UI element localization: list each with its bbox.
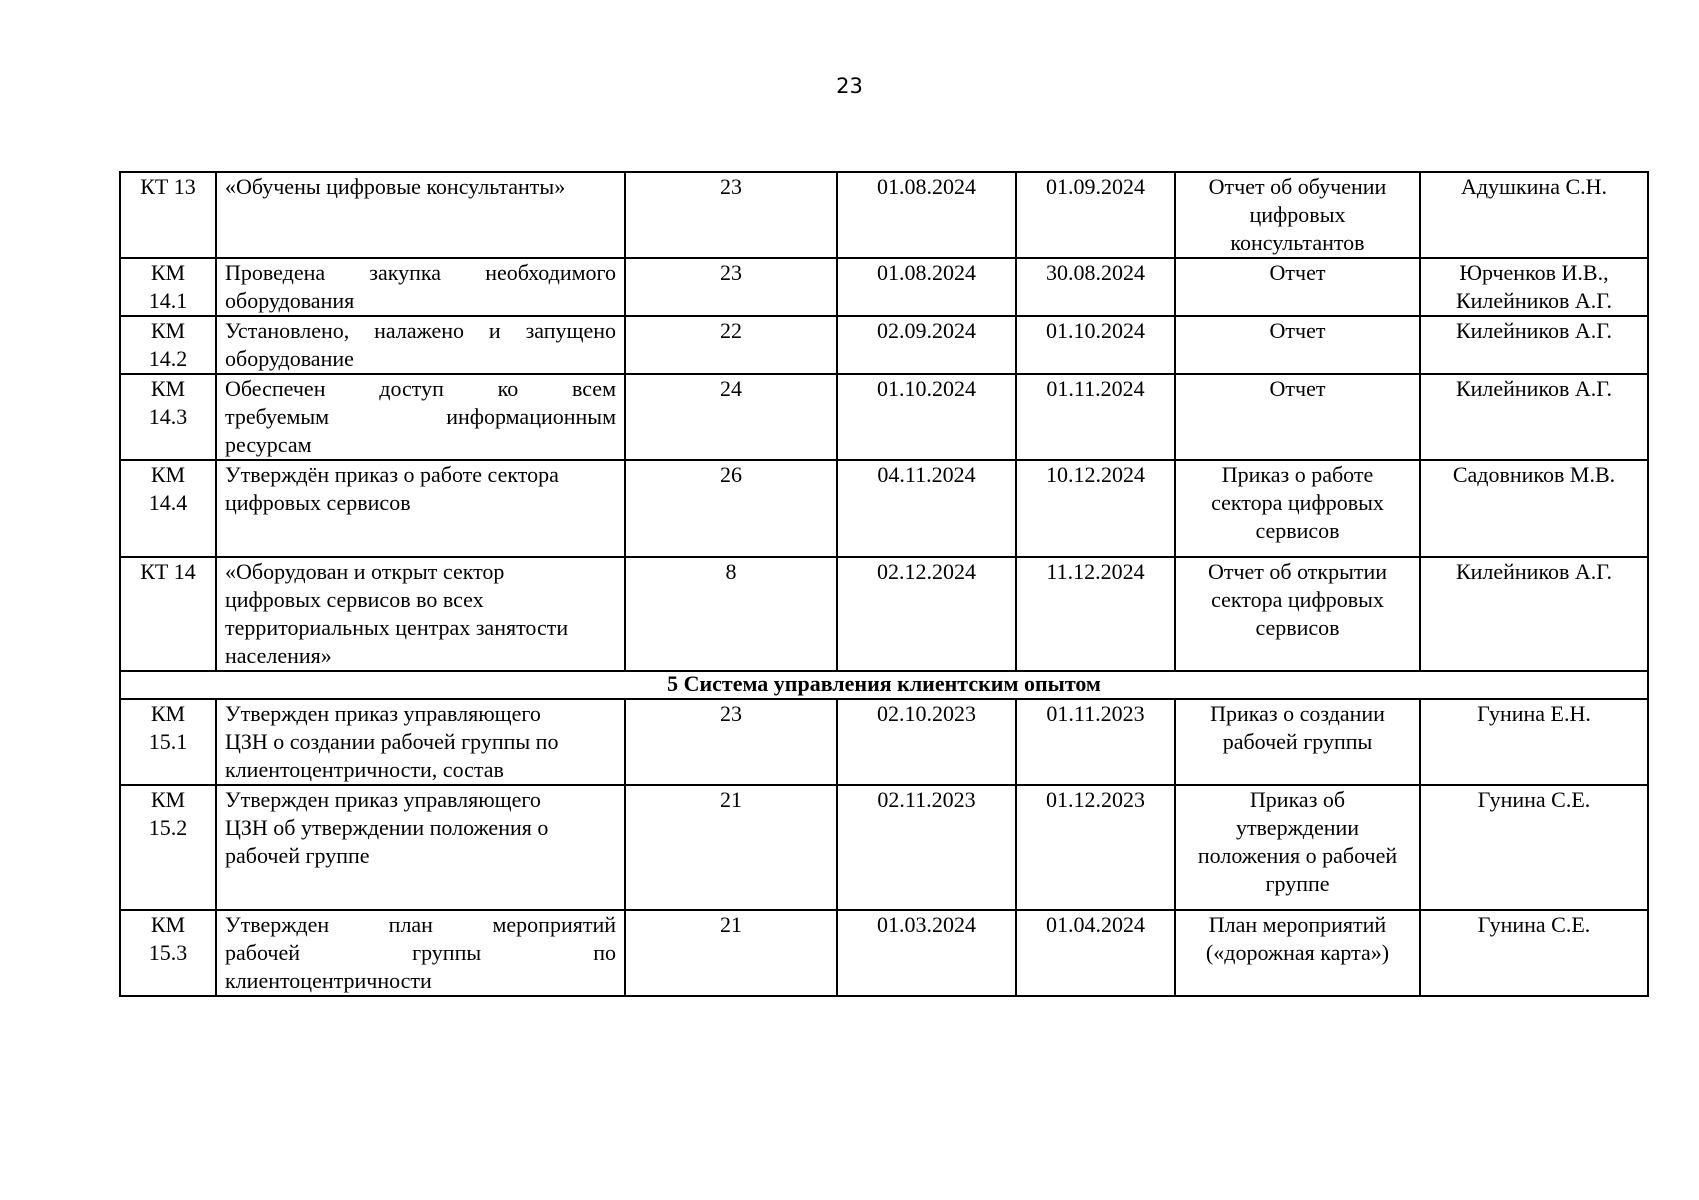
row-number: 26 — [625, 460, 837, 557]
row-name: Установлено, налажено и запущено оборудование — [216, 316, 625, 374]
row-start-date: 02.11.2023 — [837, 785, 1016, 910]
row-number: 21 — [625, 910, 837, 996]
row-responsible: Гунина С.Е. — [1420, 785, 1648, 910]
row-name: Утвержден приказ управляющего ЦЗН об утверждении положения о рабочей группе — [216, 785, 625, 910]
row-start-date: 02.12.2024 — [837, 557, 1016, 671]
section-row — [120, 671, 1648, 699]
row-result: Отчет об обучении цифровых консультантов — [1175, 172, 1420, 258]
row-number: 21 — [625, 785, 837, 910]
row-end-date: 01.12.2023 — [1016, 785, 1175, 910]
section-title: 5 Система управления клиентским опытом — [120, 671, 1648, 699]
row-end-date: 01.11.2023 — [1016, 699, 1175, 785]
table-row — [120, 699, 1648, 785]
row-number: 23 — [625, 258, 837, 316]
table-row — [120, 460, 1648, 557]
row-result: Отчет — [1175, 374, 1420, 460]
row-code: КМ 14.4 — [120, 460, 216, 557]
row-number: 8 — [625, 557, 837, 671]
row-number: 24 — [625, 374, 837, 460]
row-code: КМ 14.2 — [120, 316, 216, 374]
row-result: Приказ о создании рабочей группы — [1175, 699, 1420, 785]
row-end-date: 01.04.2024 — [1016, 910, 1175, 996]
row-result: Приказ об утверждении положения о рабочей группе — [1175, 785, 1420, 910]
row-result: План мероприятий («дорожная карта») — [1175, 910, 1420, 996]
row-start-date: 01.03.2024 — [837, 910, 1016, 996]
row-result: Приказ о работе сектора цифровых сервисов — [1175, 460, 1420, 557]
row-end-date: 11.12.2024 — [1016, 557, 1175, 671]
row-result: Отчет — [1175, 258, 1420, 316]
row-name: Утвержден приказ управляющего ЦЗН о создании рабочей группы по клиентоцентричности, состав — [216, 699, 625, 785]
table-row — [120, 172, 1648, 258]
row-end-date: 30.08.2024 — [1016, 258, 1175, 316]
row-name: Утверждён приказ о работе сектора цифровых сервисов — [216, 460, 625, 557]
row-code: КМ 14.1 — [120, 258, 216, 316]
row-end-date: 01.11.2024 — [1016, 374, 1175, 460]
row-code: КМ 15.3 — [120, 910, 216, 996]
table-row — [120, 316, 1648, 374]
table-row — [120, 910, 1648, 996]
row-start-date: 02.09.2024 — [837, 316, 1016, 374]
row-number: 23 — [625, 699, 837, 785]
row-start-date: 04.11.2024 — [837, 460, 1016, 557]
table-row — [120, 258, 1648, 316]
row-end-date: 10.12.2024 — [1016, 460, 1175, 557]
row-responsible: Килейников А.Г. — [1420, 316, 1648, 374]
row-name: «Оборудован и открыт сектор цифровых сервисов во всех территориальных центрах занятости населения» — [216, 557, 625, 671]
row-result: Отчет — [1175, 316, 1420, 374]
table-row — [120, 785, 1648, 910]
row-name: Утвержден план мероприятий рабочей группы по клиентоцентричности — [216, 910, 625, 996]
row-responsible: Юрченков И.В., Килейников А.Г. — [1420, 258, 1648, 316]
table-row — [120, 374, 1648, 460]
row-name: Проведена закупка необходимого оборудования — [216, 258, 625, 316]
row-code: КМ 14.3 — [120, 374, 216, 460]
row-result: Отчет об открытии сектора цифровых сервисов — [1175, 557, 1420, 671]
row-code: КМ 15.2 — [120, 785, 216, 910]
row-number: 22 — [625, 316, 837, 374]
row-number: 23 — [625, 172, 837, 258]
row-start-date: 02.10.2023 — [837, 699, 1016, 785]
row-start-date: 01.10.2024 — [837, 374, 1016, 460]
row-start-date: 01.08.2024 — [837, 258, 1016, 316]
table-row — [120, 557, 1648, 671]
row-responsible: Гунина Е.Н. — [1420, 699, 1648, 785]
row-code: КМ 15.1 — [120, 699, 216, 785]
row-responsible: Килейников А.Г. — [1420, 557, 1648, 671]
row-responsible: Гунина С.Е. — [1420, 910, 1648, 996]
row-responsible: Садовников М.В. — [1420, 460, 1648, 557]
row-start-date: 01.08.2024 — [837, 172, 1016, 258]
row-name: Обеспечен доступ ко всем требуемым информационным ресурсам — [216, 374, 625, 460]
page-number: 23 — [836, 74, 863, 98]
row-code: КТ 14 — [120, 557, 216, 671]
row-end-date: 01.10.2024 — [1016, 316, 1175, 374]
row-code: КТ 13 — [120, 172, 216, 258]
row-end-date: 01.09.2024 — [1016, 172, 1175, 258]
row-name: «Обучены цифровые консультанты» — [216, 172, 625, 258]
row-responsible: Килейников А.Г. — [1420, 374, 1648, 460]
row-responsible: Адушкина С.Н. — [1420, 172, 1648, 258]
milestones-table — [119, 171, 1649, 997]
